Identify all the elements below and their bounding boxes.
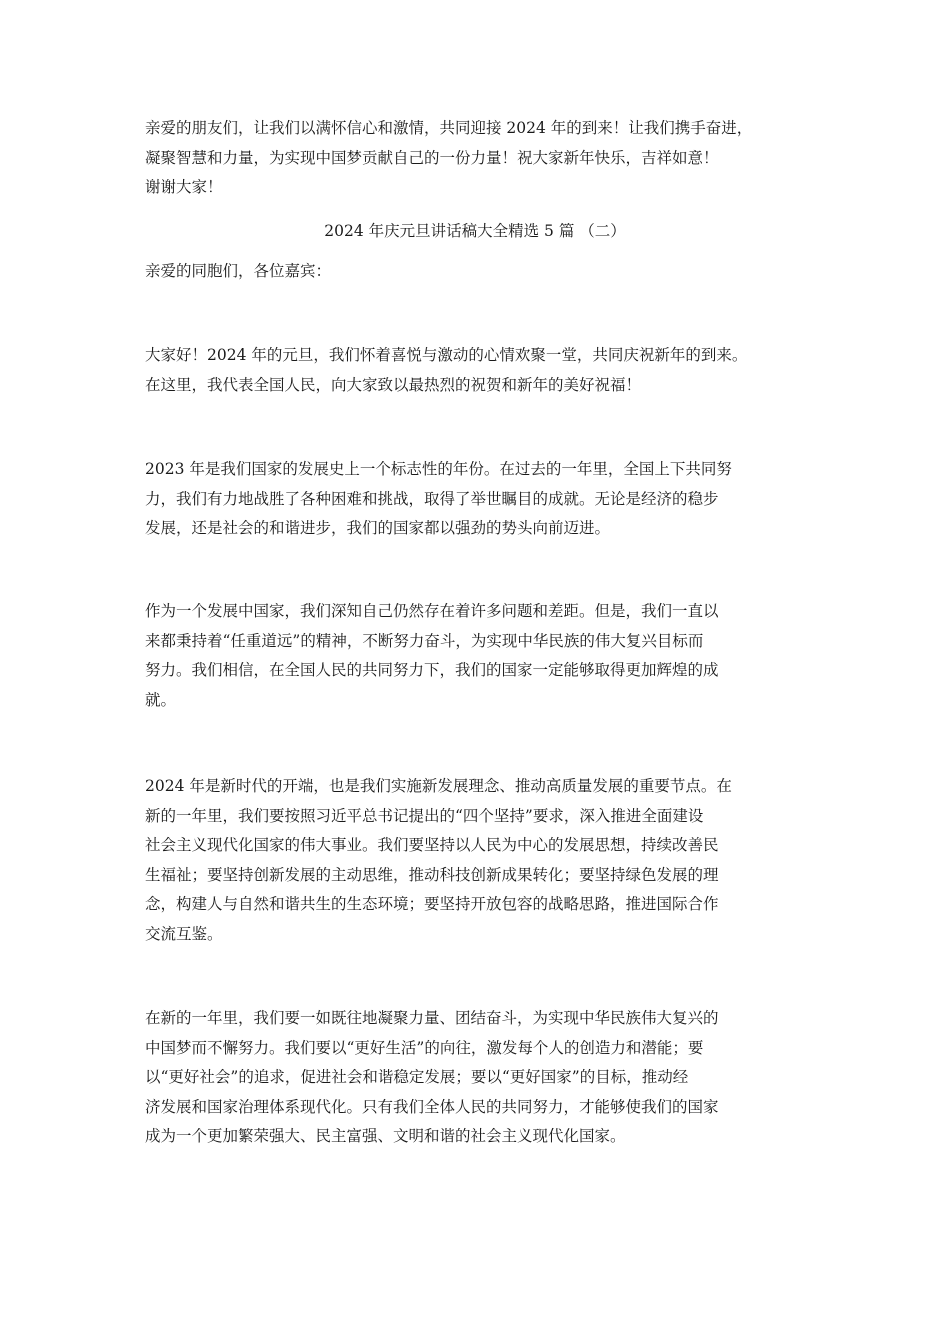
text-line: 凝聚智慧和力量，为实现中国梦贡献自己的一份力量！祝大家新年快乐，吉祥如意！ — [145, 148, 719, 167]
paragraph-2 — [145, 455, 815, 544]
salutation — [145, 257, 815, 287]
paragraph-4 — [145, 772, 815, 949]
text-line: 社会主义现代化国家的伟大事业。我们要坚持以人民为中心的发展思想，持续改善民 — [145, 836, 719, 854]
section-title: 2024 年庆元旦讲话稿大全精选 5 篇 （二） — [324, 222, 626, 240]
text-line: 生福祉；要坚持创新发展的主动思维，推动科技创新成果转化；要坚持绿色发展的理 — [145, 865, 719, 884]
paragraph-5 — [145, 1004, 815, 1152]
text-line: 亲爱的朋友们，让我们以满怀信心和激情，共同迎接 2024 年的到来！让我们携手奋进， — [145, 119, 753, 137]
text-line: 力，我们有力地战胜了各种困难和挑战，取得了举世瞩目的成就。无论是经济的稳步 — [145, 489, 719, 508]
text-line: 2023 年是我们国家的发展史上一个标志性的年份。在过去的一年里，全国上下共同努 — [145, 460, 732, 478]
text-line: 谢谢大家！ — [145, 178, 223, 196]
text-line: 济发展和国家治理体系现代化。只有我们全体人民的共同努力，才能够使我们的国家 — [145, 1097, 719, 1116]
text-line: 中国梦而不懈努力。我们要以“更好生活”的向往，激发每个人的创造力和潜能；要 — [145, 1038, 704, 1057]
text-line: 念，构建人与自然和谐共生的生态环境；要坚持开放包容的战略思路，推进国际合作 — [145, 895, 719, 913]
text-line: 2024 年是新时代的开端，也是我们实施新发展理念、推动高质量发展的重要节点。在 — [145, 777, 732, 795]
text-line: 以“更好社会”的追求，促进社会和谐稳定发展；要以“更好国家”的目标，推动经 — [145, 1068, 689, 1086]
text-line: 成为一个更加繁荣强大、民主富强、文明和谐的社会主义现代化国家。 — [145, 1127, 626, 1145]
paragraph-3 — [145, 597, 815, 715]
text-line: 大家好！2024 年的元旦，我们怀着喜悦与激动的心情欢聚一堂，共同庆祝新年的到来。 — [145, 346, 748, 364]
text-line: 发展，还是社会的和谐进步，我们的国家都以强劲的势头向前迈进。 — [145, 519, 611, 537]
text-line: 在新的一年里，我们要一如既往地凝聚力量、团结奋斗，为实现中华民族伟大复兴的 — [145, 1009, 719, 1027]
text-line: 努力。我们相信，在全国人民的共同努力下，我们的国家一定能够取得更加辉煌的成 — [145, 661, 719, 679]
text-line: 交流互鉴。 — [145, 924, 223, 943]
paragraph-1 — [145, 341, 815, 400]
text-line: 新的一年里，我们要按照习近平总书记提出的“四个坚持”要求，深入推进全面建设 — [145, 806, 704, 825]
text-line: 来都秉持着“任重道远”的精神，不断努力奋斗，为实现中华民族的伟大复兴目标而 — [145, 631, 704, 650]
text-line: 作为一个发展中国家，我们深知自己仍然存在着许多问题和差距。但是，我们一直以 — [145, 602, 719, 620]
salutation-text: 亲爱的同胞们，各位嘉宾： — [145, 262, 332, 280]
text-line: 就。 — [145, 690, 177, 709]
text-line: 在这里，我代表全国人民，向大家致以最热烈的祝贺和新年的美好祝福！ — [145, 375, 642, 394]
intro-paragraph — [145, 114, 815, 203]
